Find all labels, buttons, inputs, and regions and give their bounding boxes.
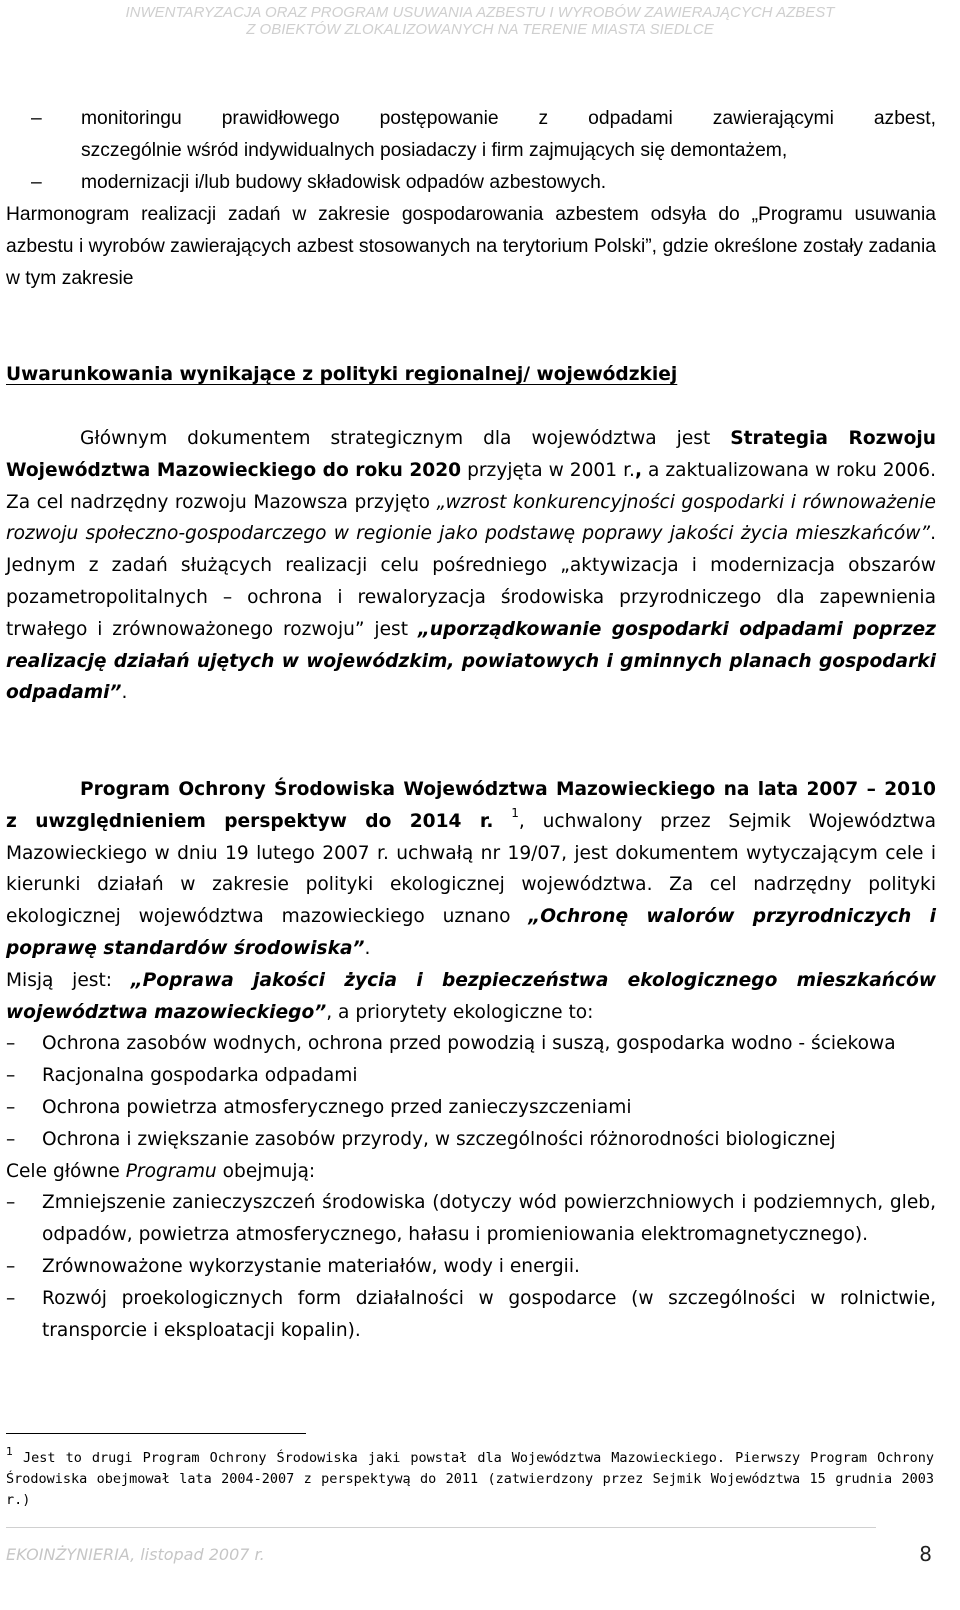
program-paragraph <box>6 774 936 965</box>
text-run: . Jednym z zadań służących realizacji celu pośredniego „aktywizacja i modernizacja obszarów pozametropolitalnych – ochrona i rewaloryzacja środowiska przyrodniczego dla zapewnienia trwałego i zrównoważonego rozwoju” jest <box>6 523 936 640</box>
header-line-1: INWENTARYZACJA ORAZ PROGRAM USUWANIA AZBESTU I WYROBÓW ZAWIERAJĄCYCH AZBEST <box>125 4 835 21</box>
text-run: a zaktualizowana w roku 2006. Za cel nadrzędny rozwoju Mazowsza przyjęto <box>6 459 936 513</box>
list-item <box>6 1251 936 1283</box>
text-run: Głównym dokumentem strategicznym dla województwa jest <box>80 428 731 449</box>
text-run: , a priorytety ekologiczne to: <box>326 1001 594 1023</box>
priorities-list <box>6 1028 936 1155</box>
goals-list <box>6 1187 936 1346</box>
program-section <box>6 774 936 1346</box>
dash-bullet: – <box>6 1287 16 1309</box>
list-item-text: Zmniejszenie zanieczyszczeń środowiska (dotyczy wód powierzchniowych i podziemnych, gleb, odpadów, powietrza atmosferycznego, hałasu i promieniowania elektromagnetycznego). <box>42 1192 936 1246</box>
text-run: , <box>634 459 643 481</box>
list-item-text: Ochrona i zwiększanie zasobów przyrody, w szczególności różnorodności biologicznej <box>42 1128 836 1150</box>
intro-block <box>6 103 936 295</box>
intro-item-2: modernizacji i/lub budowy składowisk odpadów azbestowych. <box>81 172 607 193</box>
program-goal-quote: „Ochronę walorów przyrodniczych i poprawę standardów środowiska” <box>6 906 936 959</box>
program-title: Program Ochrony Środowiska Województwa Mazowieckiego na lata 2007 – 2010 z uwzględnieniem perspektyw do 2014 r. <box>6 779 936 832</box>
strategy-task-quote: „uporządkowanie gospodarki odpadami poprzez realizację działań ujętych w wojewódzkim, powiatowych i gminnych planach gospodarki odpadami” <box>6 618 936 704</box>
list-item <box>6 1187 936 1251</box>
list-item <box>6 1283 936 1347</box>
strategy-goal-quote: „wzrost konkurencyjności gospodarki i równoważenie rozwoju społeczno-gospodarczego w regionie jako podstawę poprawy jakości życia mieszkańców” <box>6 491 936 545</box>
text-run: Misją jest: <box>6 969 131 991</box>
section-heading: Uwarunkowania wynikające z polityki regionalnej/ wojewódzkiej <box>6 364 678 385</box>
list-item-text: Racjonalna gospodarka odpadami <box>42 1065 358 1087</box>
intro-item-1-line-1: monitoringu prawidłowego postępowanie z odpadami zawierającymi azbest, <box>81 108 936 129</box>
intro-paragraph: Harmonogram realizacji zadań w zakresie gospodarowania azbestem odsyła do „Programu usuwania azbestu i wyrobów zawierających azbest stosowanych na terytorium Polski”, gdzie określone zostały zadania w tym zakresie <box>6 204 936 289</box>
intro-item-1-line-2: szczególnie wśród indywidualnych posiadaczy i firm zajmujących się demontażem, <box>81 140 788 161</box>
text-run: przyjęta w 2001 r. <box>461 459 635 481</box>
dash-bullet: – <box>6 1065 16 1087</box>
intro-list-item <box>6 167 936 199</box>
footnote-divider <box>6 1433 306 1434</box>
dash-bullet: – <box>6 1255 16 1277</box>
strategy-paragraph <box>6 423 936 709</box>
text-run: Cele główne <box>6 1160 126 1182</box>
list-item-text: Zrównoważone wykorzystanie materiałów, wody i energii. <box>42 1255 580 1277</box>
text-run: . <box>121 682 128 704</box>
footnote-ref: 1 <box>511 805 519 820</box>
mission-quote: „Poprawa jakości życia i bezpieczeństwa ekologicznego mieszkańców województwa mazowieckiego” <box>6 969 936 1023</box>
strategy-title: Strategia Rozwoju Województwa Mazowieckiego do roku 2020 <box>6 428 936 481</box>
intro-list-item <box>6 103 936 167</box>
text-run: . <box>364 937 371 959</box>
dash-bullet: – <box>6 1096 16 1118</box>
list-item <box>6 1092 936 1124</box>
dash-bullet: – <box>31 172 42 193</box>
list-item <box>6 1028 936 1060</box>
footnote-number: 1 <box>6 1445 13 1458</box>
list-item <box>6 1060 936 1092</box>
dash-bullet: – <box>6 1192 16 1214</box>
mission-paragraph <box>6 965 936 1029</box>
text-run: obejmują: <box>216 1160 316 1182</box>
dash-bullet: – <box>6 1128 16 1150</box>
text-run: Programu <box>125 1160 217 1182</box>
goals-intro <box>6 1156 936 1188</box>
dash-bullet: – <box>31 108 42 129</box>
page-number: 8 <box>919 1542 932 1566</box>
footer-text: EKOINŻYNIERIA, listopad 2007 r. <box>6 1545 265 1564</box>
header-line-2: Z OBIEKTÓW ZLOKALIZOWANYCH NA TERENIE MIASTA SIEDLCE <box>246 21 714 38</box>
footnote-text: Jest to drugi Program Ochrony Środowiska jaki powstał dla Województwa Mazowieckiego. Pierwszy Program Ochrony Środowiska obejmował lata 2004-2007 z perspektywą do 2011 (zatwierdzony przez Sejmik Województwa 15 grudnia 2003 r.) <box>6 1450 934 1508</box>
list-item-text: Ochrona zasobów wodnych, ochrona przed powodzią i suszą, gospodarka wodno - ściekowa <box>42 1033 896 1055</box>
list-item-text: Rozwój proekologicznych form działalności w gospodarce (w szczególności w rolnictwie, transporcie i eksploatacji kopalin). <box>42 1287 936 1341</box>
footnote <box>6 1445 934 1511</box>
text-run: , uchwalony przez Sejmik Województwa Mazowieckiego w dniu 19 lutego 2007 r. uchwałą nr 19/07, jest dokumentem wytyczającym cele i kierunki działań w zakresie polityki ekologicznej województwa. Za cel nadrzędny polityki ekologicznej województwa mazowieckiego uznano <box>6 810 936 928</box>
list-item-text: Ochrona powietrza atmosferycznego przed zanieczyszczeniami <box>42 1096 632 1118</box>
dash-bullet: – <box>6 1033 16 1055</box>
footer-divider <box>6 1527 876 1528</box>
list-item <box>6 1124 936 1156</box>
